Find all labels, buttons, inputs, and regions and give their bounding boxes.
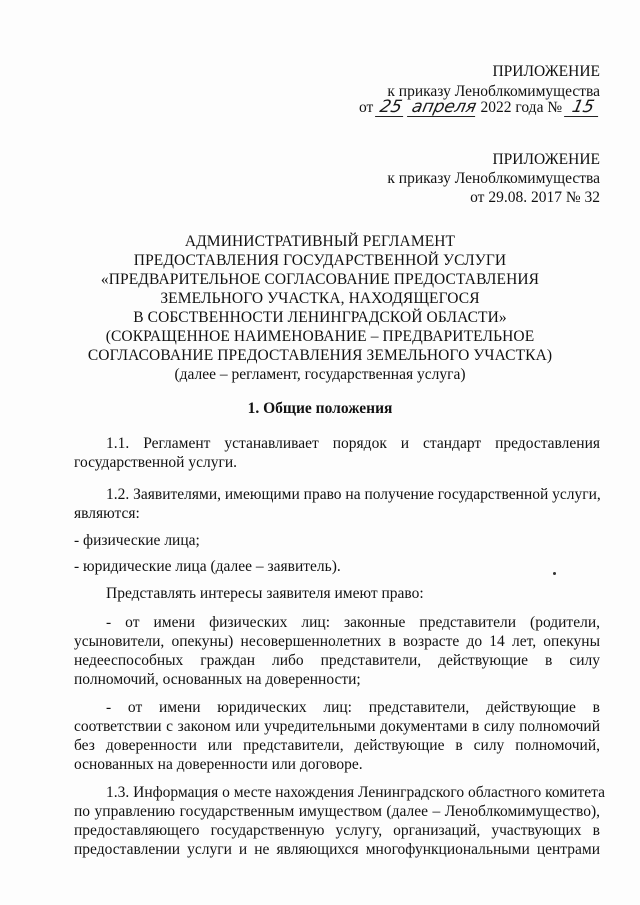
annex1-date-line (359, 98, 600, 117)
paragraph-line: государственной услуги. (74, 454, 237, 471)
title-subtitle: (далее – регламент, государственная услуга) (174, 366, 466, 383)
paragraph-line: предоставлении услуги и не являющихся многофункциональными центрами (74, 841, 600, 858)
paragraph-line: 1.3. Информация о месте нахождения Ленинградского областного комитета (106, 784, 605, 801)
paragraph-line: предоставляющего государственную услугу, организаций, участвующих в (74, 822, 600, 839)
paragraph-line: Представлять интересы заявителя имеют право: (106, 585, 424, 602)
section-heading: 1. Общие положения (247, 400, 393, 417)
title-line: АДМИНИСТРАТИВНЫЙ РЕГЛАМЕНТ (184, 233, 456, 250)
scan-speck (553, 572, 556, 575)
title-line: В СОБСТВЕННОСТИ ЛЕНИНГРАДСКОЙ ОБЛАСТИ» (133, 309, 507, 326)
paragraph-line: являются: (74, 505, 140, 522)
annex2-order-ref: к приказу Леноблкомимущества (387, 170, 600, 187)
annex1-heading: ПРИЛОЖЕНИЕ (492, 63, 600, 80)
title-line: (СОКРАЩЕННОЕ НАИМЕНОВАНИЕ – ПРЕДВАРИТЕЛЬНОЕ (105, 328, 535, 345)
paragraph-line: основанных на доверенности или договоре. (74, 756, 363, 773)
annex1-date-prefix: от (358, 99, 374, 116)
annex2-date-line: от 29.08. 2017 № 32 (470, 189, 600, 206)
annex1-year-text: 2022 года № (480, 99, 563, 116)
paragraph-line: - от имени юридических лиц: представители, действующие в (106, 699, 600, 716)
title-line: СОГЛАСОВАНИЕ ПРЕДОСТАВЛЕНИЯ ЗЕМЕЛЬНОГО УЧАСТКА) (87, 347, 553, 364)
paragraph-line: соответствии с законом или учредительными документами в силу полномочий (74, 718, 600, 735)
handwritten-number: 15 (564, 98, 602, 117)
title-line: ПРЕДОСТАВЛЕНИЯ ГОСУДАРСТВЕННОЙ УСЛУГИ (133, 252, 507, 269)
handwritten-day: 25 (375, 98, 407, 117)
annex1-order-ref: к приказу Леноблкомимущества (387, 83, 600, 100)
paragraph-line: - от имени физических лиц: законные представители (родители, (106, 614, 600, 631)
list-item: - юридические лица (далее – заявитель). (74, 558, 341, 575)
list-item: - физические лица; (74, 532, 200, 549)
paragraph-line: по управлению государственным имуществом (далее – Леноблкомимущество), (74, 803, 600, 820)
annex2-heading: ПРИЛОЖЕНИЕ (492, 151, 600, 168)
title-line: ЗЕМЕЛЬНОГО УЧАСТКА, НАХОДЯЩЕГОСЯ (160, 290, 480, 307)
title-line: «ПРЕДВАРИТЕЛЬНОЕ СОГЛАСОВАНИЕ ПРЕДОСТАВЛЕНИЯ (100, 271, 540, 288)
paragraph-line: полномочий, основанных на доверенности; (74, 671, 361, 688)
paragraph-line: 1.1. Регламент устанавливает порядок и стандарт предоставления (106, 435, 600, 452)
paragraph-line: без доверенности или представители, действующие в силу полномочий, (74, 737, 600, 754)
paragraph-line: недееспособных граждан либо представители, действующие в силу (74, 652, 600, 669)
paragraph-line: 1.2. Заявителями, имеющими право на получение государственной услуги, (106, 486, 601, 503)
paragraph-line: усыновители, опекуны) несовершеннолетних в возрасте до 14 лет, опекуны (74, 633, 600, 650)
handwritten-month: апреля (407, 98, 479, 117)
